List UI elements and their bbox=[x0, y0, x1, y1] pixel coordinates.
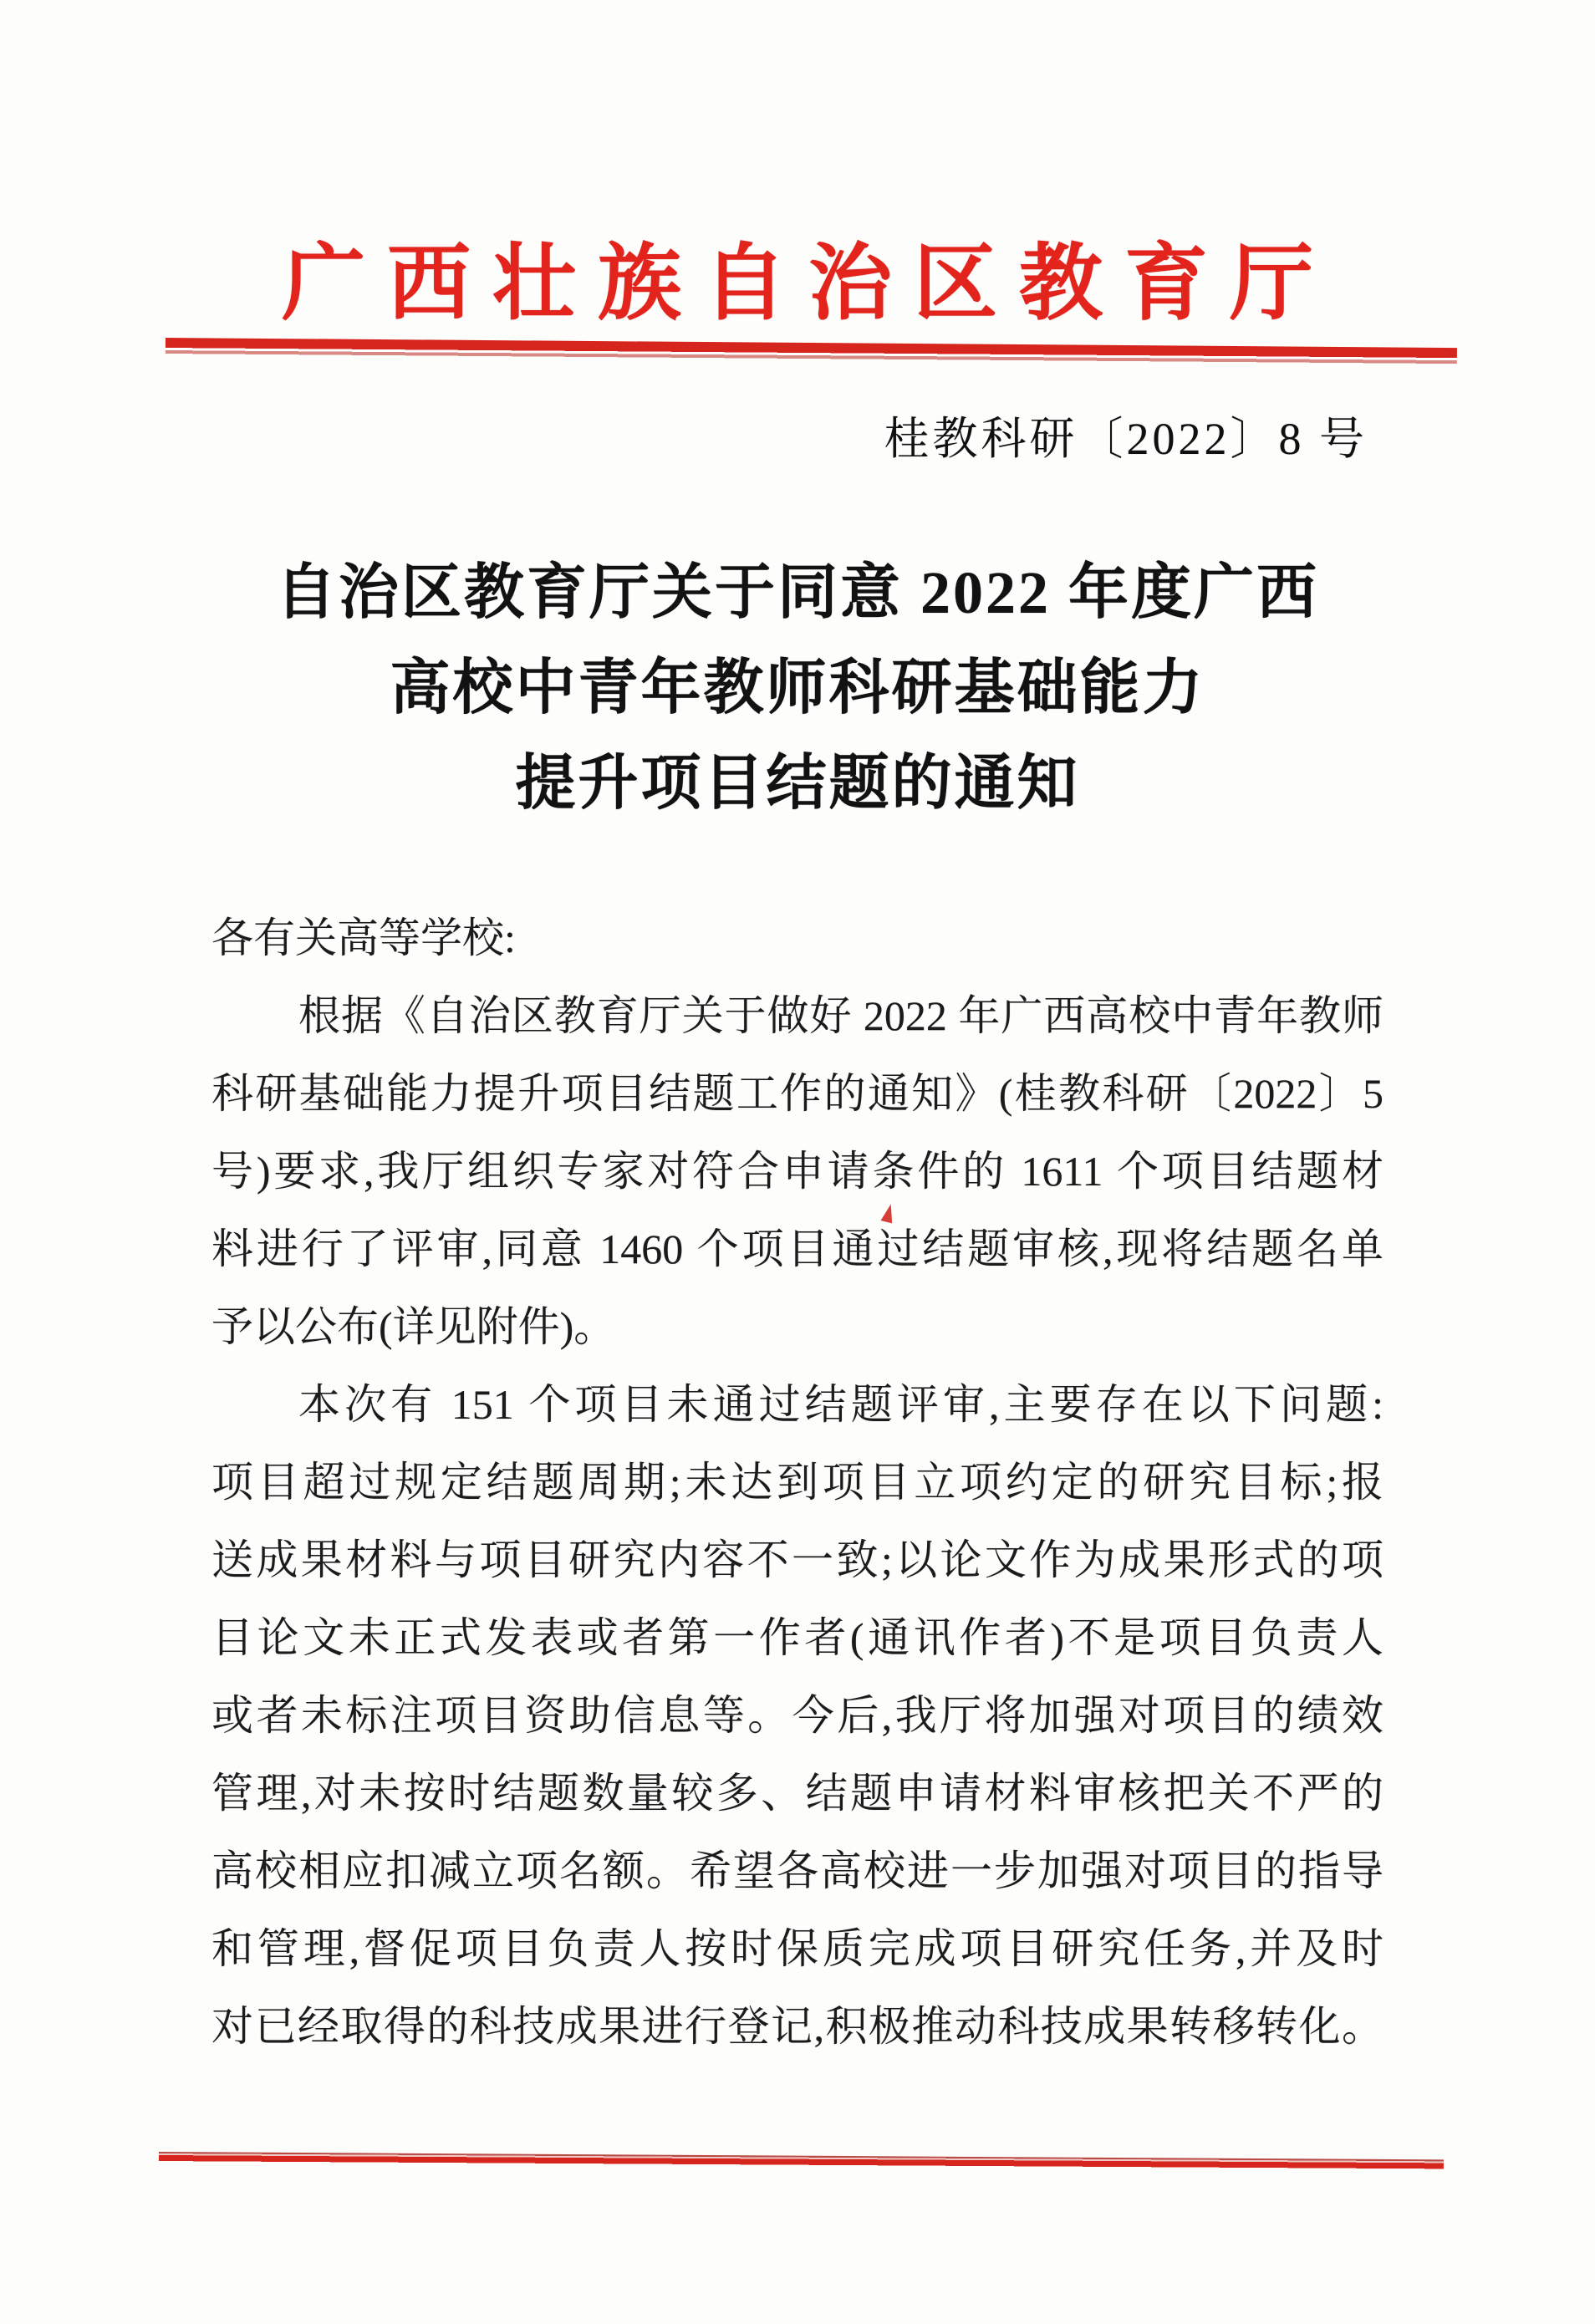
body-line: 送成果材料与项目研究内容不一致;以论文作为成果形式的项 bbox=[211, 1537, 1384, 1583]
body-line: 予以公布(详见附件)。 bbox=[211, 1303, 616, 1350]
body-line: 本次有 151 个项目未通过结题评审,主要存在以下问题: bbox=[298, 1381, 1384, 1428]
agency-masthead: 广西壮族自治区教育厅 bbox=[282, 237, 1335, 330]
body-line: 科研基础能力提升项目结题工作的通知》(桂教科研〔2022〕5 bbox=[211, 1070, 1384, 1117]
document-number: 桂教科研〔2022〕8 号 bbox=[884, 414, 1368, 464]
body-line: 料进行了评审,同意 1460 个项目通过结题审核,现将结题名单 bbox=[211, 1226, 1384, 1272]
notice-body bbox=[211, 900, 1384, 2066]
body-line: 根据《自治区教育厅关于做好 2022 年广西高校中青年教师 bbox=[298, 992, 1384, 1039]
notice-title-line-2: 高校中青年教师科研基础能力 bbox=[390, 655, 1205, 721]
footer-divider bbox=[159, 2152, 1444, 2169]
body-line: 或者未标注项目资助信息等。今后,我厅将加强对项目的绩效 bbox=[211, 1692, 1384, 1739]
masthead-divider bbox=[166, 338, 1457, 364]
body-line: 号)要求,我厅组织专家对符合申请条件的 1611 个项目结题材 bbox=[211, 1148, 1384, 1195]
body-line: 管理,对未按时结题数量较多、结题申请材料审核把关不严的 bbox=[211, 1770, 1384, 1817]
body-line: 高校相应扣减立项名额。希望各高校进一步加强对项目的指导 bbox=[211, 1847, 1384, 1894]
notice-title bbox=[0, 545, 1595, 831]
body-line: 各有关高等学校: bbox=[211, 915, 516, 961]
body-line: 和管理,督促项目负责人按时保质完成项目研究任务,并及时 bbox=[211, 1925, 1384, 1972]
notice-title-line-3: 提升项目结题的通知 bbox=[515, 750, 1080, 817]
body-line: 项目超过规定结题周期;未达到项目立项约定的研究目标;报 bbox=[211, 1459, 1384, 1506]
body-line: 目论文未正式发表或者第一作者(通讯作者)不是项目负责人 bbox=[211, 1614, 1384, 1661]
notice-title-line-1: 自治区教育厅关于同意 2022 年度广西 bbox=[275, 559, 1319, 626]
body-line: 对已经取得的科技成果进行登记,积极推动科技成果转移转化。 bbox=[211, 2003, 1384, 2050]
